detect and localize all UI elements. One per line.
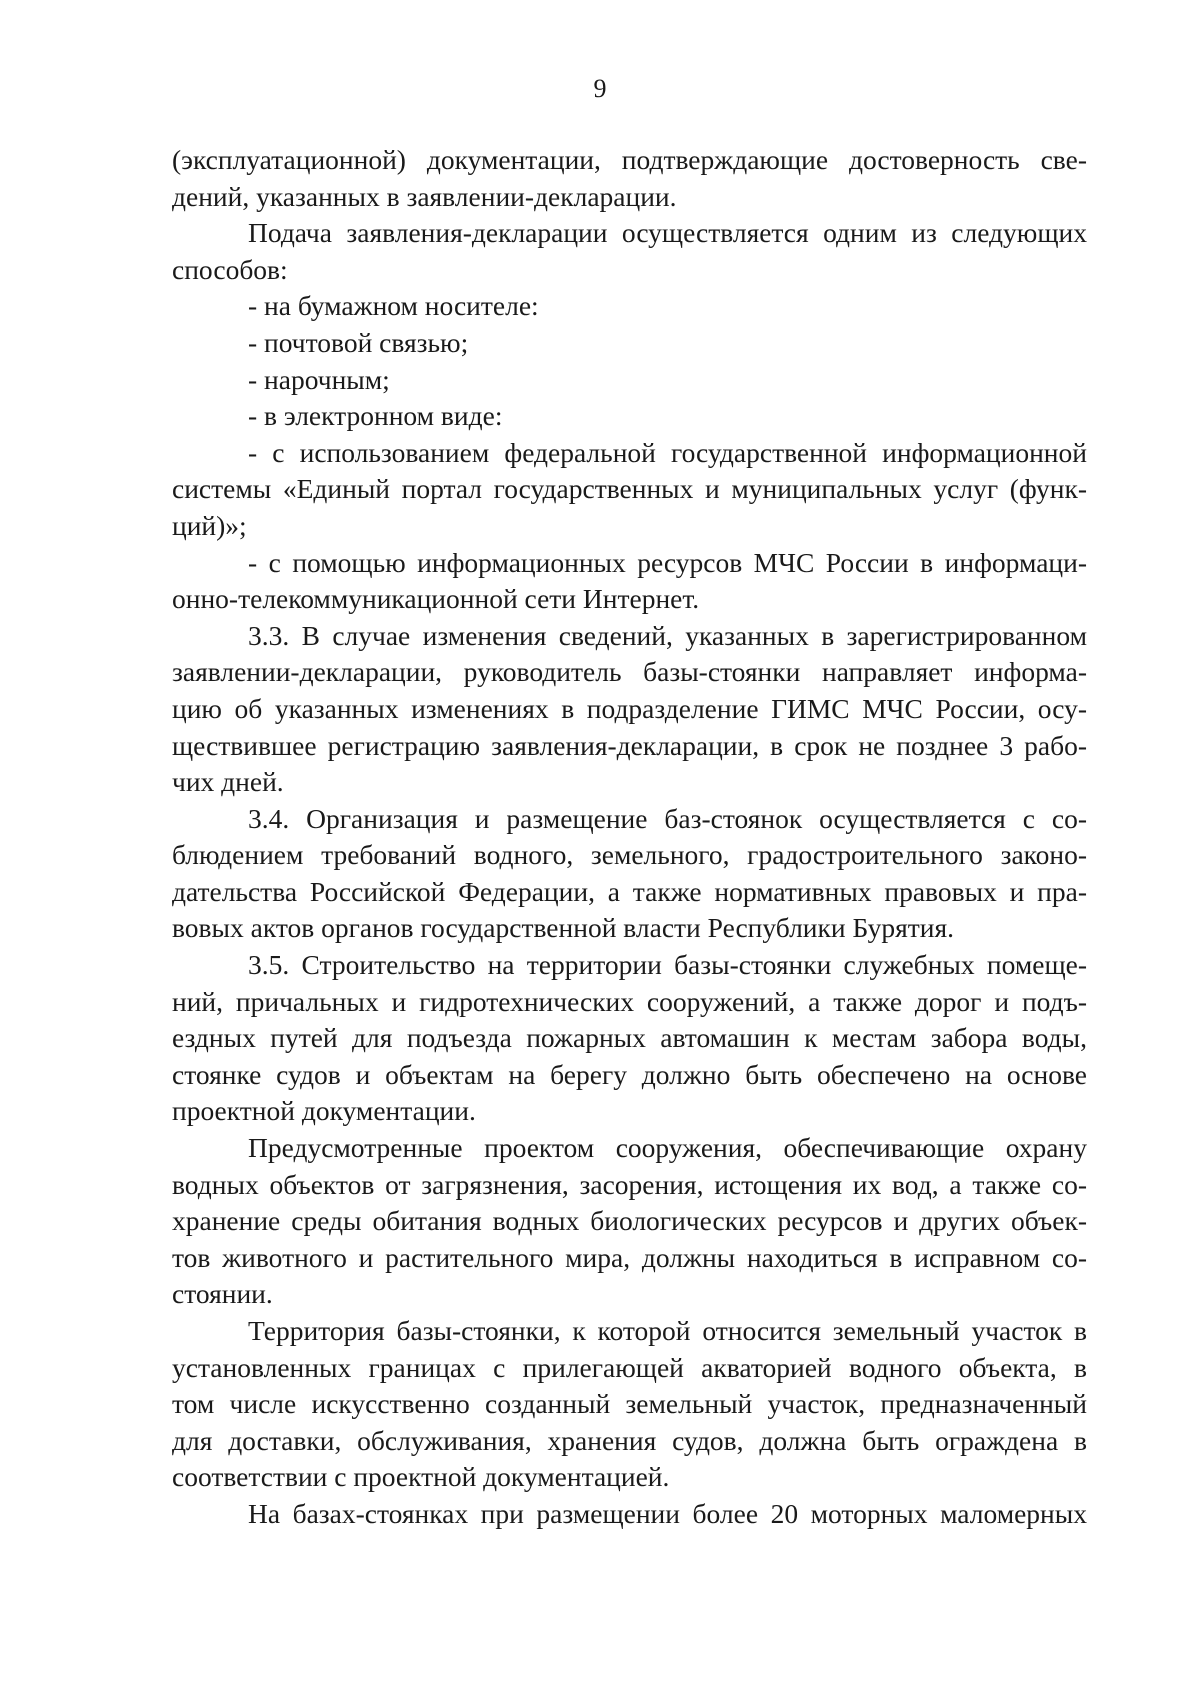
list-item: - на бумажном носителе:: [248, 290, 539, 322]
text-line: блюдением требований водного, земельного, градостроительного законо-: [172, 839, 1087, 871]
text-line: ций)»;: [172, 509, 247, 541]
text-line: стоянии.: [172, 1278, 273, 1310]
text-line: водных объектов от загрязнения, засорения, истощения их вод, а также со-: [172, 1168, 1087, 1200]
text-line: установленных границах с прилегающей акваторией водного объекта, в: [172, 1351, 1087, 1383]
text-line: для доставки, обслуживания, хранения судов, должна быть ограждена в: [172, 1424, 1087, 1456]
list-item: - почтовой связью;: [248, 326, 469, 358]
text-line: Подача заявления-декларации осуществляется одним из следующих: [248, 217, 1087, 249]
list-item: - в электронном виде:: [248, 400, 503, 432]
list-item: - нарочным;: [248, 363, 390, 395]
paragraph-start: Территория базы-стоянки, к которой относится земельный участок в: [248, 1315, 1087, 1346]
text-line: хранение среды обитания водных биологических ресурсов и других объек-: [172, 1205, 1087, 1237]
text-line: ний, причальных и гидротехнических сооружений, а также дорог и подъ-: [172, 985, 1087, 1017]
section-3-4: 3.4. Организация и размещение баз-стоянок осуществляется с со-: [248, 802, 1087, 834]
text-line: (эксплуатационной) документации, подтверждающие достоверность све-: [172, 144, 1087, 175]
text-line: онно-телекоммуникационной сети Интернет.: [172, 583, 700, 615]
text-line: ездных путей для подъезда пожарных автомашин к местам забора воды,: [172, 1022, 1087, 1054]
text-line: цию об указанных изменениях в подразделение ГИМС МЧС России, осу-: [172, 692, 1087, 724]
text-line: чих дней.: [172, 766, 284, 798]
list-item: - с использованием федеральной государственной информационной: [248, 436, 1087, 468]
paragraph-start: На базах-стоянках при размещении более 20 моторных маломерных: [248, 1497, 1087, 1529]
text-line: способов:: [172, 253, 288, 285]
text-line: дательства Российской Федерации, а также нормативных правовых и пра-: [172, 875, 1087, 907]
text-line: заявлении-декларации, руководитель базы-стоянки направляет информа-: [172, 656, 1087, 688]
list-item: - с помощью информационных ресурсов МЧС России в информаци-: [248, 546, 1087, 578]
text-line: тов животного и растительного мира, должны находиться в исправном со-: [172, 1241, 1087, 1273]
text-line: стоянке судов и объектам на берегу должно быть обеспечено на основе: [172, 1058, 1087, 1090]
text-line: системы «Единый портал государственных и муниципальных услуг (функ-: [172, 473, 1087, 505]
text-line: ществившее регистрацию заявления-декларации, в срок не позднее 3 рабо-: [172, 729, 1087, 761]
text-line: том числе искусственно созданный земельный участок, предназначенный: [172, 1388, 1087, 1420]
paragraph-start: Предусмотренные проектом сооружения, обеспечивающие охрану: [248, 1132, 1087, 1164]
text-line: дений, указанных в заявлении-декларации.: [172, 180, 677, 212]
text-line: вовых актов органов государственной власти Республики Бурятия.: [172, 912, 954, 944]
section-3-3: 3.3. В случае изменения сведений, указанных в зарегистрированном: [248, 619, 1087, 651]
text-line: проектной документации.: [172, 1095, 476, 1127]
page-number: 9: [593, 74, 607, 103]
document-body: [172, 142, 1087, 1533]
text-line: соответствии с проектной документацией.: [172, 1461, 670, 1493]
section-3-5: 3.5. Строительство на территории базы-стоянки служебных помеще-: [248, 949, 1087, 981]
